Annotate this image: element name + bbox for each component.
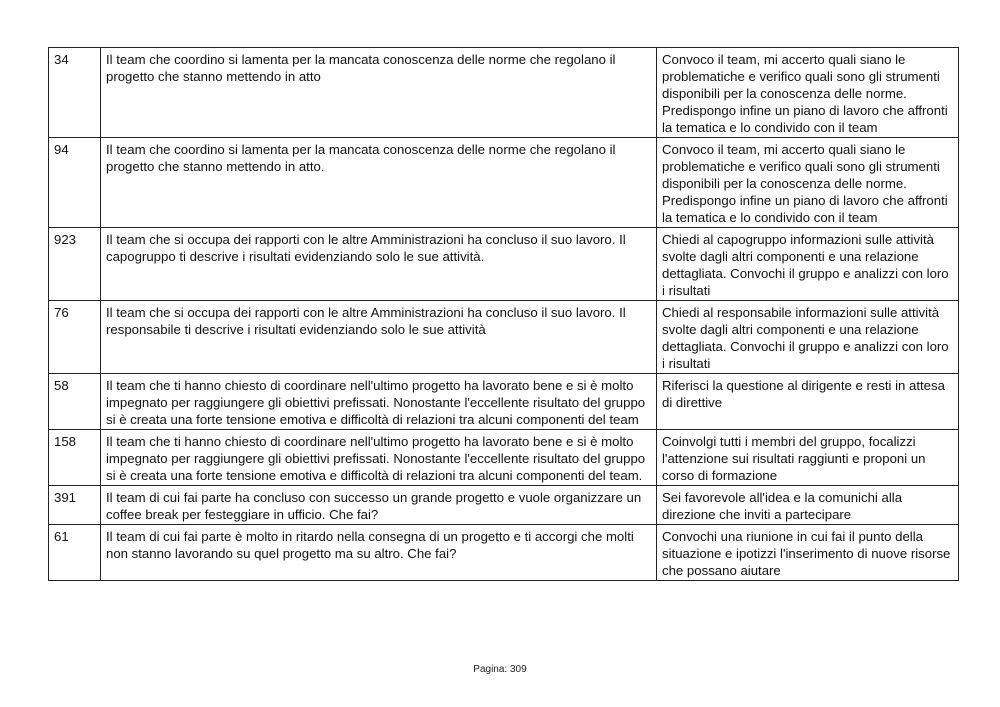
table-row <box>49 374 959 430</box>
question-cell: Il team che coordino si lamenta per la mancata conoscenza delle norme che regolano il progetto che stanno mettendo in atto. <box>101 138 657 228</box>
table-row <box>49 430 959 486</box>
answer-cell: Sei favorevole all'idea e la comunichi alla direzione che inviti a partecipare <box>657 486 959 525</box>
table-row <box>49 228 959 301</box>
question-cell: Il team che ti hanno chiesto di coordinare nell'ultimo progetto ha lavorato bene e si è molto impegnato per raggiungere gli obiettivi prefissati. Nonostante l'eccellente risultato del gruppo si è creata una forte tensione emotiva e difficoltà di relazioni tra alcuni componenti del team. <box>101 430 657 486</box>
qa-table <box>48 47 959 581</box>
table-row <box>49 525 959 581</box>
page-number: Pagina: 309 <box>473 664 527 675</box>
row-id-cell: 158 <box>49 430 101 486</box>
table-row <box>49 48 959 138</box>
answer-cell: Riferisci la questione al dirigente e resti in attesa di direttive <box>657 374 959 430</box>
row-id-cell: 34 <box>49 48 101 138</box>
table-row <box>49 486 959 525</box>
row-id-cell: 391 <box>49 486 101 525</box>
answer-cell: Chiedi al capogruppo informazioni sulle attività svolte dagli altri componenti e una relazione dettagliata. Convochi il gruppo e analizzi con loro i risultati <box>657 228 959 301</box>
question-cell: Il team di cui fai parte è molto in ritardo nella consegna di un progetto e ti accorgi che molti non stanno lavorando su quel progetto ma su altro. Che fai? <box>101 525 657 581</box>
question-cell: Il team di cui fai parte ha concluso con successo un grande progetto e vuole organizzare un coffee break per festeggiare in ufficio. Che fai? <box>101 486 657 525</box>
row-id-cell: 76 <box>49 301 101 374</box>
row-id-cell: 61 <box>49 525 101 581</box>
row-id-cell: 923 <box>49 228 101 301</box>
table-row <box>49 138 959 228</box>
row-id-cell: 94 <box>49 138 101 228</box>
question-cell: Il team che si occupa dei rapporti con le altre Amministrazioni ha concluso il suo lavoro. Il responsabile ti descrive i risultati evidenziando solo le sue attività <box>101 301 657 374</box>
answer-cell: Convoco il team, mi accerto quali siano le problematiche e verifico quali sono gli strumenti disponibili per la conoscenza delle norme. Predispongo infine un piano di lavoro che affronti la tematica e lo condivido con il team <box>657 138 959 228</box>
question-cell: Il team che coordino si lamenta per la mancata conoscenza delle norme che regolano il progetto che stanno mettendo in atto <box>101 48 657 138</box>
question-cell: Il team che ti hanno chiesto di coordinare nell'ultimo progetto ha lavorato bene e si è molto impegnato per raggiungere gli obiettivi prefissati. Nonostante l'eccellente risultato del gruppo si è creata una forte tensione emotiva e difficoltà di relazioni tra alcuni componenti del team <box>101 374 657 430</box>
answer-cell: Coinvolgi tutti i membri del gruppo, focalizzi l'attenzione sui risultati raggiunti e proponi un corso di formazione <box>657 430 959 486</box>
question-cell: Il team che si occupa dei rapporti con le altre Amministrazioni ha concluso il suo lavoro. Il capogruppo ti descrive i risultati evidenziando solo le sue attività. <box>101 228 657 301</box>
answer-cell: Convochi una riunione in cui fai il punto della situazione e ipotizzi l'inserimento di nuove risorse che possano aiutare <box>657 525 959 581</box>
row-id-cell: 58 <box>49 374 101 430</box>
answer-cell: Chiedi al responsabile informazioni sulle attività svolte dagli altri componenti e una relazione dettagliata. Convochi il gruppo e analizzi con loro i risultati <box>657 301 959 374</box>
table-row <box>49 301 959 374</box>
answer-cell: Convoco il team, mi accerto quali siano le problematiche e verifico quali sono gli strumenti disponibili per la conoscenza delle norme. Predispongo infine un piano di lavoro che affronti la tematica e lo condivido con il team <box>657 48 959 138</box>
